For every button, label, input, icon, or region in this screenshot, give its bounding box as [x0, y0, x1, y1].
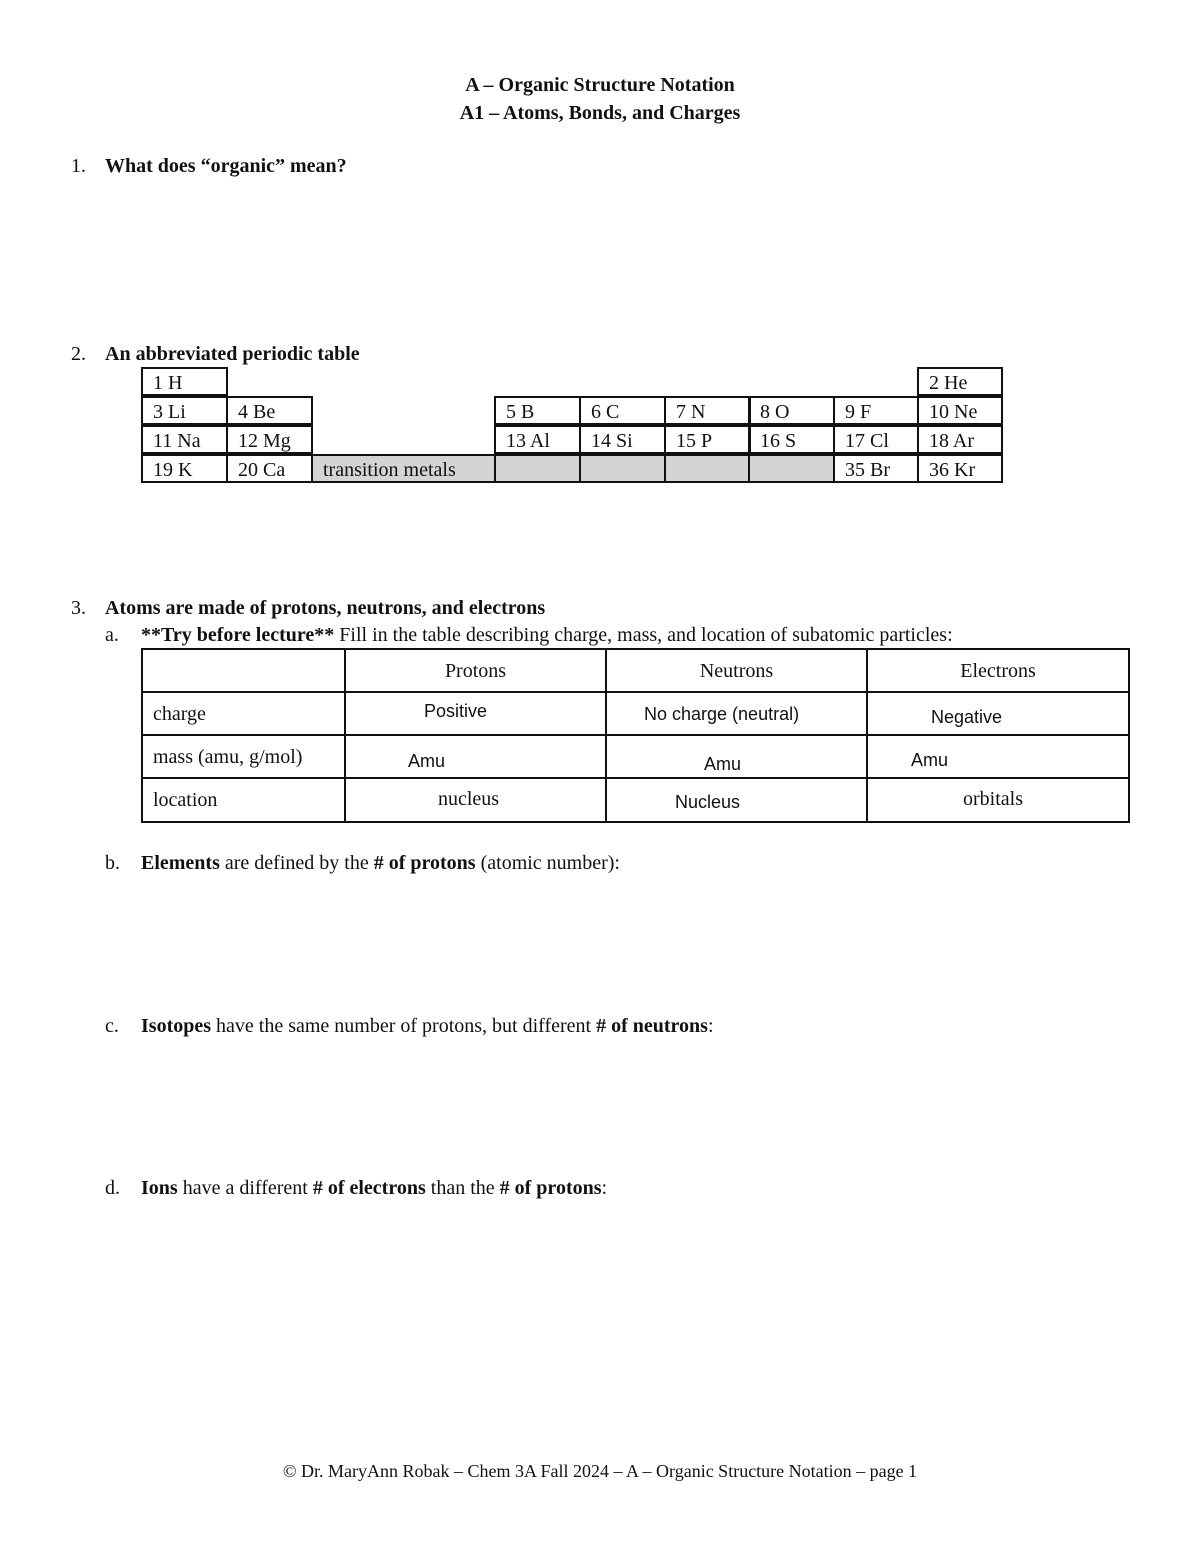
answer-cell[interactable] [344, 691, 607, 736]
text-run: (atomic number): [475, 852, 620, 874]
element-cell: 17 Cl [833, 425, 919, 454]
question-text: An abbreviated periodic table [105, 343, 360, 365]
transition-metals-cell: transition metals [311, 454, 496, 483]
answer-cell[interactable] [605, 777, 868, 823]
element-cell: 20 Ca [226, 454, 313, 483]
question-text: What does “organic” mean? [105, 155, 347, 177]
term-ions: Ions [141, 1177, 178, 1199]
column-header: Protons [344, 648, 607, 693]
term-elements: Elements [141, 852, 220, 874]
text-run: : [707, 1015, 714, 1037]
typed-answer: nucleus [438, 788, 500, 810]
text-run: are defined by the [219, 852, 374, 874]
handwritten-answer: Amu [408, 751, 446, 771]
answer-cell[interactable] [605, 734, 868, 779]
answer-cell[interactable] [344, 777, 607, 823]
empty-shaded-cell [748, 454, 835, 483]
handwritten-answer: Amu [704, 754, 742, 774]
element-cell: 3 Li [141, 396, 228, 425]
element-cell: 2 He [917, 367, 1003, 396]
handwritten-answer: Amu [911, 750, 949, 770]
element-cell: 9 F [833, 396, 919, 425]
sub-letter: b. [105, 852, 120, 874]
element-cell: 11 Na [141, 425, 228, 454]
header-empty-cell [141, 648, 346, 693]
answer-cell[interactable] [866, 734, 1130, 779]
column-header: Neutrons [605, 648, 868, 693]
question-number: 3. [71, 597, 86, 619]
handwritten-answer: No charge (neutral) [644, 704, 800, 724]
typed-answer: orbitals [963, 788, 1023, 810]
handwritten-answer: Negative [931, 707, 1003, 727]
element-cell: 36 Kr [917, 454, 1003, 483]
text-run: than the [425, 1177, 500, 1199]
element-cell: 8 O [748, 396, 835, 425]
empty-shaded-cell [494, 454, 581, 483]
emphasis: # of electrons [312, 1177, 426, 1199]
element-cell: 16 S [748, 425, 835, 454]
text-run: have a different [177, 1177, 313, 1199]
instruction-text: Fill in the table describing charge, mass, and location of subatomic particles: [334, 624, 953, 646]
question-number: 2. [71, 343, 86, 365]
text-run: have the same number of protons, but different [211, 1015, 597, 1037]
page-title: A – Organic Structure Notation [465, 74, 735, 96]
term-isotopes: Isotopes [141, 1015, 212, 1037]
row-label: location [141, 777, 346, 823]
element-cell: 6 C [579, 396, 666, 425]
element-cell: 15 P [664, 425, 751, 454]
text-run: : [601, 1177, 608, 1199]
try-before-lecture: **Try before lecture** [141, 624, 335, 646]
answer-cell[interactable] [866, 691, 1130, 736]
empty-shaded-cell [664, 454, 751, 483]
emphasis: # of neutrons [596, 1015, 708, 1037]
emphasis: # of protons [499, 1177, 602, 1199]
question-text: Atoms are made of protons, neutrons, and electrons [105, 597, 546, 619]
row-label: mass (amu, g/mol) [141, 734, 346, 779]
element-cell: 1 H [141, 367, 228, 396]
sub-letter: a. [105, 624, 119, 646]
element-cell: 4 Be [226, 396, 313, 425]
handwritten-answer: Positive [424, 701, 488, 721]
sub-letter: c. [105, 1015, 119, 1037]
element-cell: 35 Br [833, 454, 919, 483]
element-cell: 19 K [141, 454, 228, 483]
element-cell: 5 B [494, 396, 581, 425]
page-subtitle: A1 – Atoms, Bonds, and Charges [459, 102, 741, 124]
answer-cell[interactable] [344, 734, 607, 779]
element-cell: 7 N [664, 396, 751, 425]
element-cell: 14 Si [579, 425, 666, 454]
emphasis: # of protons [373, 852, 476, 874]
question-number: 1. [71, 155, 86, 177]
element-cell: 12 Mg [226, 425, 313, 454]
element-cell: 18 Ar [917, 425, 1003, 454]
answer-cell[interactable] [866, 777, 1130, 823]
empty-shaded-cell [579, 454, 666, 483]
handwritten-answer: Nucleus [675, 792, 741, 812]
row-label: charge [141, 691, 346, 736]
page-footer: © Dr. MaryAnn Robak – Chem 3A Fall 2024 – A – Organic Structure Notation – page 1 [282, 1461, 918, 1481]
answer-cell[interactable] [605, 691, 868, 736]
sub-letter: d. [105, 1177, 120, 1199]
column-header: Electrons [866, 648, 1130, 693]
element-cell: 13 Al [494, 425, 581, 454]
element-cell: 10 Ne [917, 396, 1003, 425]
